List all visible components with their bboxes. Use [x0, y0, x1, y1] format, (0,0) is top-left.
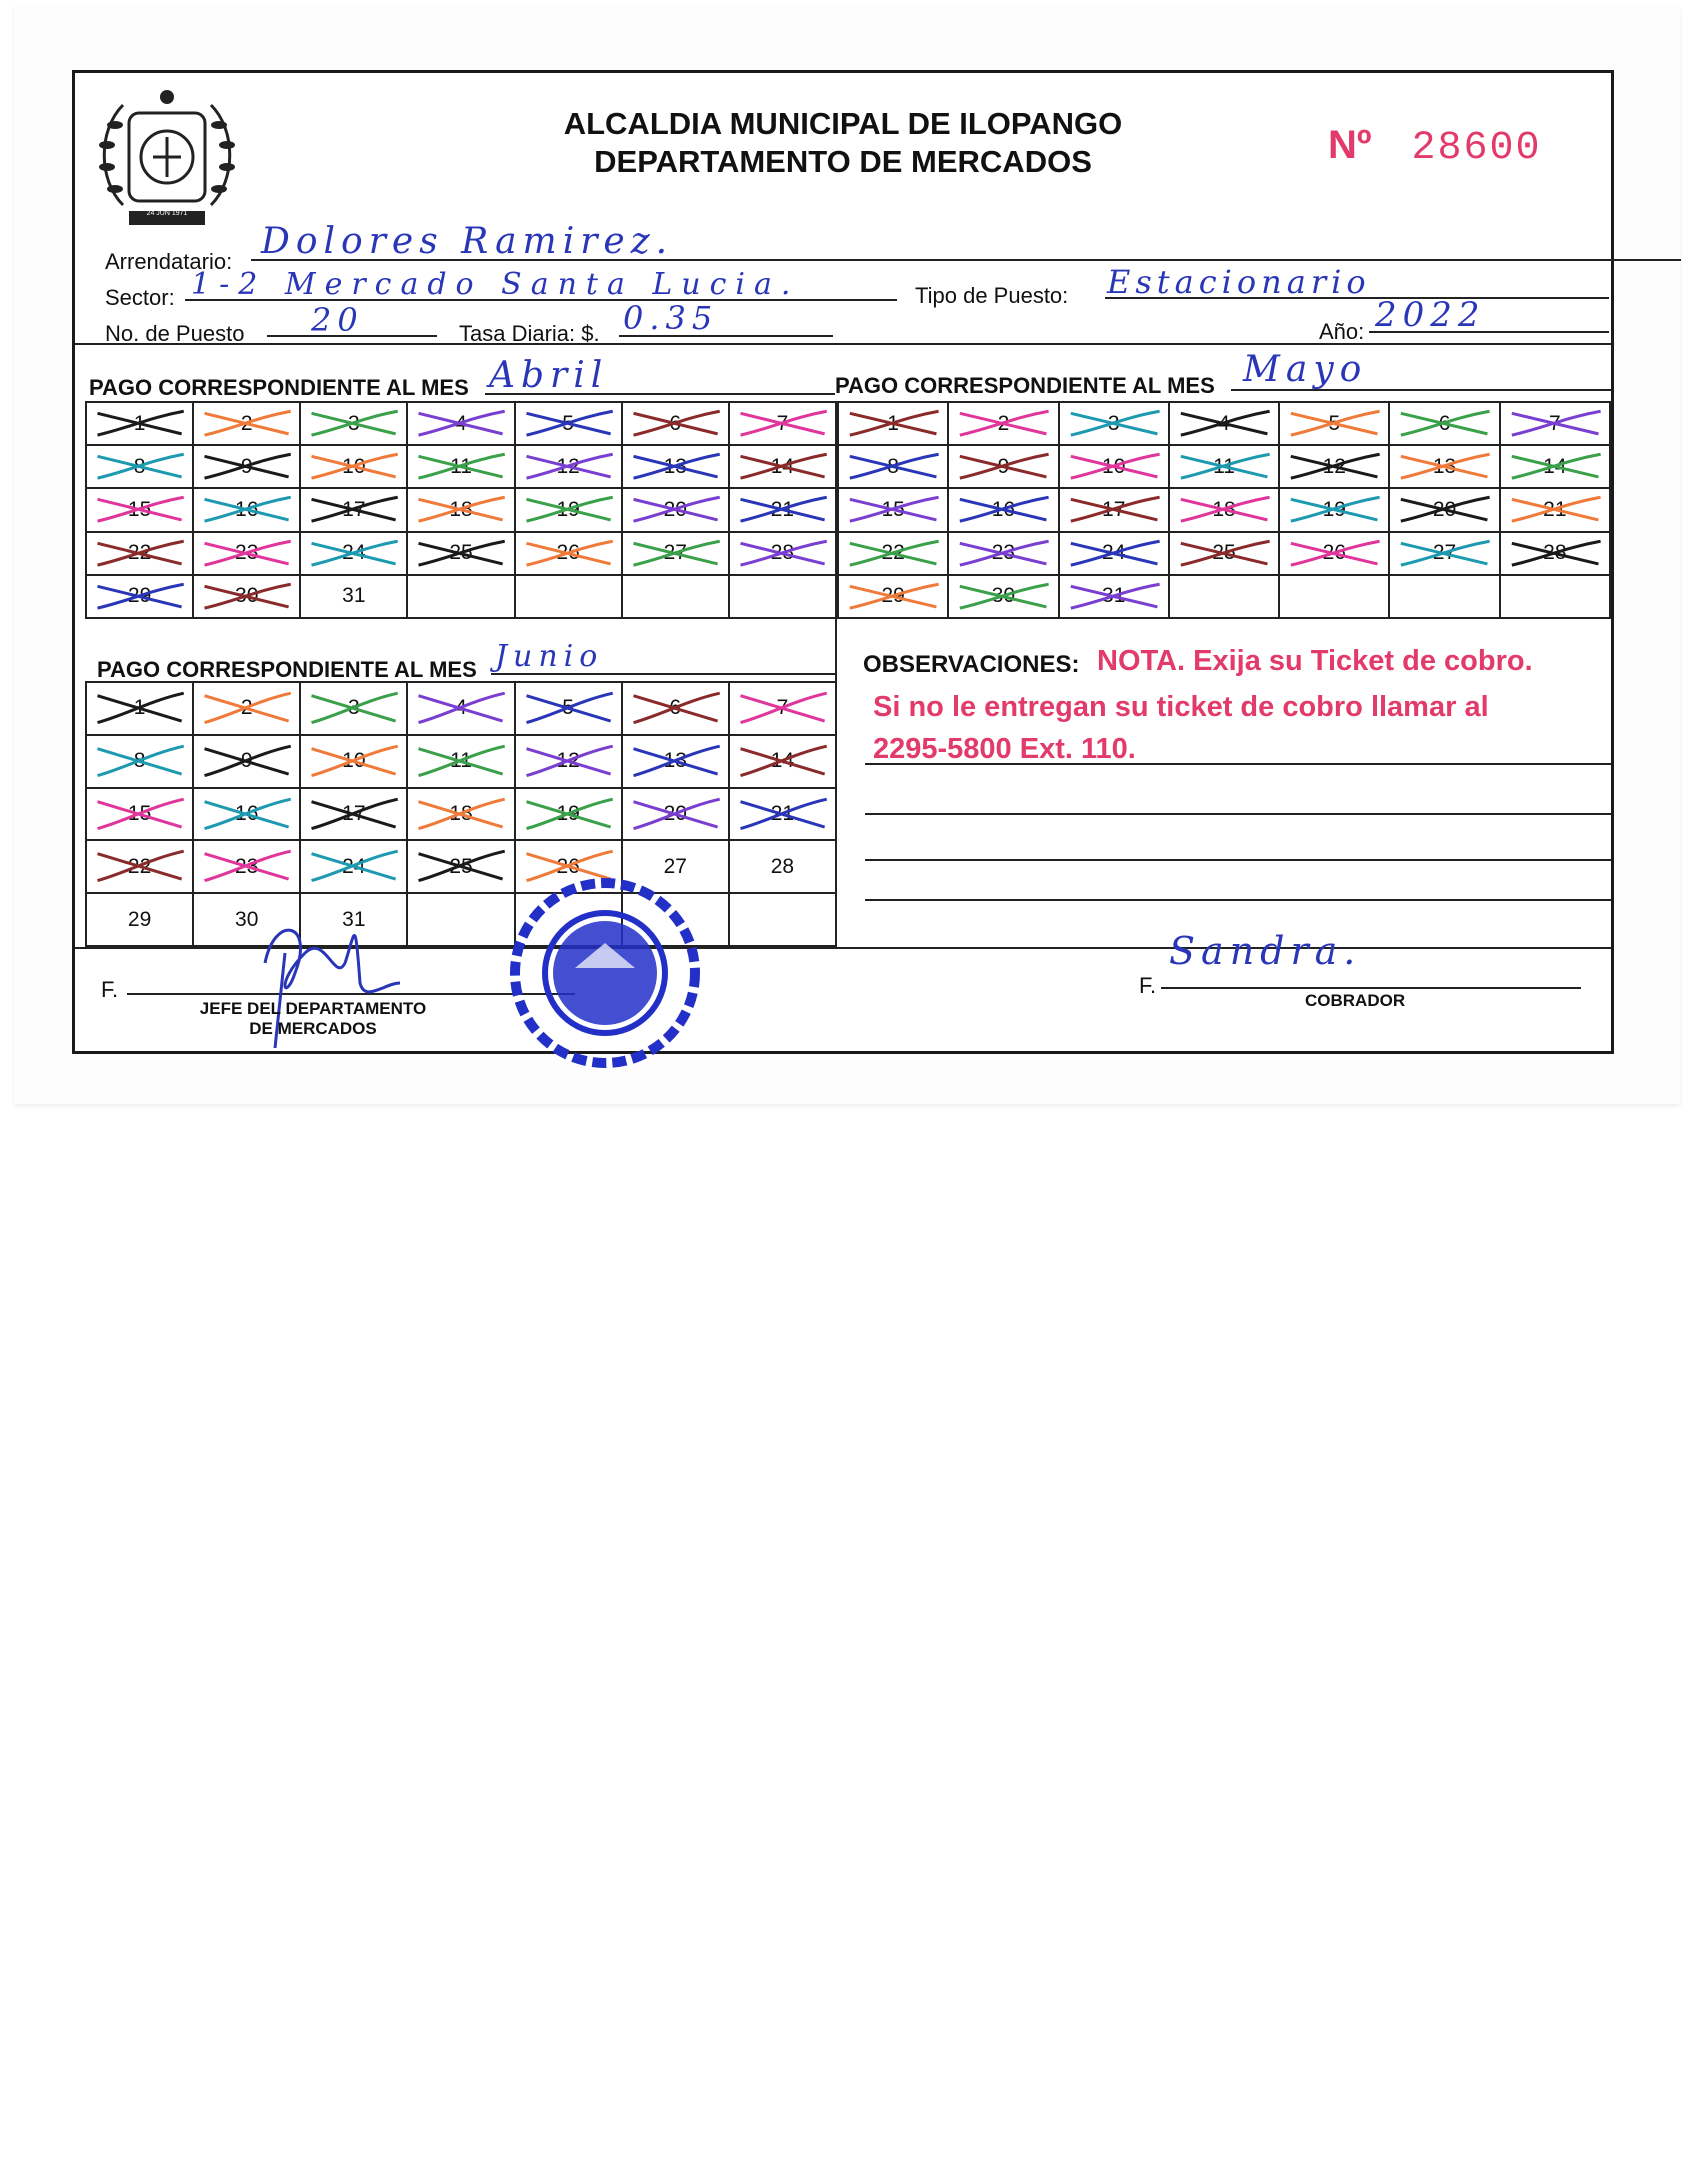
day-number: 6 — [669, 411, 682, 435]
day-number: 16 — [991, 497, 1016, 521]
junio-day-4 — [408, 683, 515, 736]
tasa-label: Tasa Diaria: $. — [459, 321, 600, 346]
day-number: 27 — [663, 541, 687, 565]
day-number: 19 — [556, 801, 580, 825]
tasa-value: 0.35 — [623, 299, 719, 337]
junio-day-12 — [516, 736, 623, 789]
anio-value: 2022 — [1375, 295, 1486, 335]
abril-day-1 — [87, 403, 194, 446]
observaciones-label: OBSERVACIONES: — [863, 651, 1080, 678]
junio-header-label: PAGO CORRESPONDIENTE AL MES — [97, 657, 477, 682]
mayo-day-5 — [1280, 403, 1390, 446]
abril-day-12 — [516, 446, 623, 489]
empty-cell — [408, 576, 515, 619]
abril-day-13 — [623, 446, 730, 489]
day-number: 11 — [450, 749, 472, 773]
junio-day-11 — [408, 736, 515, 789]
abril-day-19 — [516, 489, 623, 532]
note-line-1: NOTA. Exija su Ticket de cobro. — [1097, 645, 1533, 677]
day-number: 26 — [556, 854, 580, 878]
day-number: 12 — [556, 454, 580, 478]
day-number: 24 — [342, 854, 366, 878]
jefe-line-2: DE MERCADOS — [249, 1019, 377, 1038]
abril-day-20 — [623, 489, 730, 532]
day-number: 16 — [235, 801, 259, 825]
day-number: 18 — [1212, 497, 1236, 521]
mayo-day-19 — [1280, 489, 1390, 532]
day-number: 20 — [663, 801, 687, 825]
abril-day-24 — [301, 533, 408, 576]
day-number: 15 — [127, 497, 152, 521]
mayo-day-27 — [1390, 533, 1500, 576]
day-number: 6 — [669, 696, 682, 720]
jefe-line-1: JEFE DEL DEPARTAMENTO — [199, 999, 427, 1018]
market-payment-card — [72, 70, 1614, 1054]
sector-label: Sector: — [105, 285, 175, 310]
junio-day-7 — [730, 683, 837, 736]
mayo-day-6 — [1390, 403, 1500, 446]
empty-cell — [1390, 576, 1500, 619]
cobrador-signature: Sandra. — [1169, 929, 1362, 973]
day-number: 10 — [1102, 454, 1126, 478]
day-number: 28 — [770, 541, 795, 565]
day-number: 17 — [342, 801, 366, 825]
mayo-day-15 — [839, 489, 949, 532]
day-number: 10 — [342, 454, 366, 478]
calendar-abril — [85, 401, 837, 619]
day-number: 24 — [342, 541, 366, 565]
day-number: 22 — [127, 854, 152, 878]
abril-day-18 — [408, 489, 515, 532]
day-number: 4 — [455, 411, 467, 435]
abril-day-10 — [301, 446, 408, 489]
day-number: 28 — [770, 854, 795, 878]
junio-day-10 — [301, 736, 408, 789]
abril-day-5 — [516, 403, 623, 446]
day-number: 21 — [770, 497, 795, 521]
anio-label: Año: — [1319, 319, 1365, 344]
number-label: Nº — [1328, 123, 1372, 167]
day-number: 3 — [348, 411, 360, 435]
jefe-title — [163, 999, 463, 1039]
abril-day-7 — [730, 403, 837, 446]
mayo-day-28 — [1501, 533, 1611, 576]
day-number: 3 — [348, 696, 360, 720]
day-number: 22 — [881, 541, 905, 565]
tipo-value: Estacionario — [1107, 263, 1371, 301]
mayo-day-8 — [839, 446, 949, 489]
day-number: 14 — [1543, 454, 1567, 478]
abril-header-label: PAGO CORRESPONDIENTE AL MES — [89, 375, 469, 400]
day-number: 22 — [127, 541, 152, 565]
abril-day-31 — [301, 576, 408, 619]
abril-day-16 — [194, 489, 301, 532]
mayo-day-17 — [1060, 489, 1170, 532]
empty-cell — [1280, 576, 1390, 619]
number-value: 28600 — [1411, 126, 1542, 171]
junio-day-5 — [516, 683, 623, 736]
day-number: 2 — [997, 411, 1010, 435]
day-number: 30 — [991, 584, 1016, 608]
mayo-day-14 — [1501, 446, 1611, 489]
puesto-value: 20 — [311, 301, 364, 339]
junio-day-29 — [87, 894, 194, 947]
junio-day-3 — [301, 683, 408, 736]
day-number: 21 — [770, 801, 795, 825]
abril-day-27 — [623, 533, 730, 576]
day-number: 3 — [1107, 411, 1120, 435]
day-number: 20 — [1432, 497, 1457, 521]
empty-cell — [1501, 576, 1611, 619]
day-number: 13 — [663, 454, 687, 478]
mayo-day-21 — [1501, 489, 1611, 532]
day-number: 31 — [342, 584, 366, 608]
day-number: 24 — [1102, 541, 1126, 565]
mayo-day-18 — [1170, 489, 1280, 532]
abril-day-4 — [408, 403, 515, 446]
mayo-day-4 — [1170, 403, 1280, 446]
junio-day-24 — [301, 841, 408, 894]
junio-day-20 — [623, 789, 730, 842]
mayo-day-26 — [1280, 533, 1390, 576]
day-number: 2 — [240, 411, 253, 435]
day-number: 6 — [1438, 411, 1451, 435]
day-number: 23 — [235, 541, 259, 565]
mayo-day-10 — [1060, 446, 1170, 489]
day-number: 4 — [455, 696, 467, 720]
mayo-day-24 — [1060, 533, 1170, 576]
abril-day-25 — [408, 533, 515, 576]
abril-day-2 — [194, 403, 301, 446]
mayo-day-9 — [949, 446, 1059, 489]
mayo-day-3 — [1060, 403, 1170, 446]
junio-day-23 — [194, 841, 301, 894]
day-number: 7 — [776, 411, 789, 435]
day-number: 13 — [663, 749, 687, 773]
arrendatario-label: Arrendatario: — [105, 249, 233, 274]
abril-day-30 — [194, 576, 301, 619]
day-number: 29 — [127, 584, 152, 608]
junio-day-2 — [194, 683, 301, 736]
f-label-jefe: F. — [101, 977, 119, 1002]
note-line-3: 2295-5800 Ext. 110. — [873, 733, 1136, 765]
day-number: 16 — [235, 497, 259, 521]
day-number: 17 — [1102, 497, 1126, 521]
day-number: 1 — [887, 411, 899, 435]
day-number: 1 — [133, 411, 146, 435]
cobrador-label: COBRADOR — [1305, 991, 1406, 1010]
day-number: 18 — [449, 497, 473, 521]
junio-day-21 — [730, 789, 837, 842]
day-number: 26 — [556, 541, 580, 565]
day-number: 29 — [127, 907, 152, 931]
abril-day-14 — [730, 446, 837, 489]
day-number: 8 — [133, 454, 146, 478]
day-number: 5 — [562, 696, 574, 720]
day-number: 19 — [1322, 497, 1346, 521]
junio-day-1 — [87, 683, 194, 736]
mayo-day-31 — [1060, 576, 1170, 619]
abril-day-8 — [87, 446, 194, 489]
day-number: 13 — [1432, 454, 1457, 478]
day-number: 9 — [240, 749, 253, 773]
abril-day-15 — [87, 489, 194, 532]
day-number: 4 — [1218, 411, 1230, 435]
mayo-day-1 — [839, 403, 949, 446]
empty-cell — [730, 894, 837, 947]
day-number: 21 — [1543, 497, 1567, 521]
day-number: 11 — [450, 454, 472, 478]
empty-cell — [730, 576, 837, 619]
puesto-label: No. de Puesto — [105, 321, 245, 346]
abril-day-9 — [194, 446, 301, 489]
f-label-cobrador: F. — [1139, 973, 1157, 998]
mayo-day-13 — [1390, 446, 1500, 489]
day-number: 7 — [776, 696, 789, 720]
sector-value: 1-2 Mercado Santa Lucia. — [191, 267, 800, 302]
day-number: 31 — [342, 907, 366, 931]
abril-day-22 — [87, 533, 194, 576]
calendar-mayo — [837, 401, 1611, 619]
mayo-day-23 — [949, 533, 1059, 576]
day-number: 18 — [449, 801, 473, 825]
ticket-number — [1328, 123, 1542, 171]
day-number: 14 — [770, 454, 795, 478]
junio-day-14 — [730, 736, 837, 789]
abril-day-21 — [730, 489, 837, 532]
calendar-junio — [85, 681, 837, 947]
junio-day-16 — [194, 789, 301, 842]
title-line-1: ALCALDIA MUNICIPAL DE ILOPANGO — [563, 106, 1123, 141]
day-number: 27 — [663, 854, 687, 878]
day-number: 15 — [881, 497, 905, 521]
day-number: 29 — [881, 584, 905, 608]
day-number: 12 — [556, 749, 580, 773]
day-number: 15 — [127, 801, 152, 825]
day-number: 23 — [235, 854, 259, 878]
tipo-label: Tipo de Puesto: — [915, 283, 1069, 308]
day-number: 27 — [1432, 541, 1457, 565]
mayo-day-29 — [839, 576, 949, 619]
market-stamp — [495, 873, 715, 1073]
day-number: 7 — [1549, 411, 1561, 435]
mayo-header-label: PAGO CORRESPONDIENTE AL MES — [835, 373, 1215, 398]
mayo-day-20 — [1390, 489, 1500, 532]
day-number: 28 — [1543, 541, 1567, 565]
junio-month: Junio — [495, 639, 604, 674]
note-line-2: Si no le entregan su ticket de cobro llamar al — [873, 691, 1489, 723]
mayo-day-2 — [949, 403, 1059, 446]
abril-day-23 — [194, 533, 301, 576]
junio-day-22 — [87, 841, 194, 894]
day-number: 23 — [991, 541, 1016, 565]
day-number: 2 — [240, 696, 253, 720]
junio-day-8 — [87, 736, 194, 789]
day-number: 9 — [240, 454, 253, 478]
empty-cell — [623, 576, 730, 619]
abril-day-11 — [408, 446, 515, 489]
day-number: 25 — [449, 854, 473, 878]
junio-day-28 — [730, 841, 837, 894]
mayo-day-25 — [1170, 533, 1280, 576]
empty-cell — [516, 576, 623, 619]
day-number: 25 — [1212, 541, 1236, 565]
day-number: 30 — [235, 584, 259, 608]
day-number: 12 — [1322, 454, 1346, 478]
junio-day-18 — [408, 789, 515, 842]
mayo-day-22 — [839, 533, 949, 576]
day-number: 1 — [133, 696, 146, 720]
junio-day-6 — [623, 683, 730, 736]
day-number: 26 — [1322, 541, 1346, 565]
mayo-day-16 — [949, 489, 1059, 532]
junio-day-13 — [623, 736, 730, 789]
day-number: 25 — [449, 541, 473, 565]
day-number: 14 — [770, 749, 795, 773]
mayo-day-7 — [1501, 403, 1611, 446]
abril-day-29 — [87, 576, 194, 619]
abril-month: Abril — [489, 355, 609, 396]
junio-day-19 — [516, 789, 623, 842]
day-number: 30 — [235, 907, 259, 931]
day-number: 19 — [556, 497, 580, 521]
junio-day-9 — [194, 736, 301, 789]
mayo-day-11 — [1170, 446, 1280, 489]
day-number: 9 — [997, 454, 1010, 478]
day-number: 20 — [663, 497, 687, 521]
arrendatario-value: Dolores Ramirez. — [261, 221, 674, 262]
seal-date: 24 JUN 1971 — [146, 210, 188, 217]
mayo-day-30 — [949, 576, 1059, 619]
day-number: 5 — [562, 411, 574, 435]
day-number: 11 — [1213, 454, 1235, 478]
abril-day-17 — [301, 489, 408, 532]
abril-day-6 — [623, 403, 730, 446]
mayo-month: Mayo — [1243, 349, 1368, 390]
abril-day-28 — [730, 533, 837, 576]
junio-day-15 — [87, 789, 194, 842]
junio-day-17 — [301, 789, 408, 842]
empty-cell — [1170, 576, 1280, 619]
abril-day-26 — [516, 533, 623, 576]
title-line-2: DEPARTAMENTO DE MERCADOS — [594, 144, 1092, 179]
day-number: 10 — [342, 749, 366, 773]
abril-day-3 — [301, 403, 408, 446]
day-number: 17 — [342, 497, 366, 521]
mayo-day-12 — [1280, 446, 1390, 489]
day-number: 5 — [1328, 411, 1341, 435]
day-number: 8 — [887, 454, 899, 478]
day-number: 31 — [1102, 584, 1126, 608]
day-number: 8 — [133, 749, 146, 773]
